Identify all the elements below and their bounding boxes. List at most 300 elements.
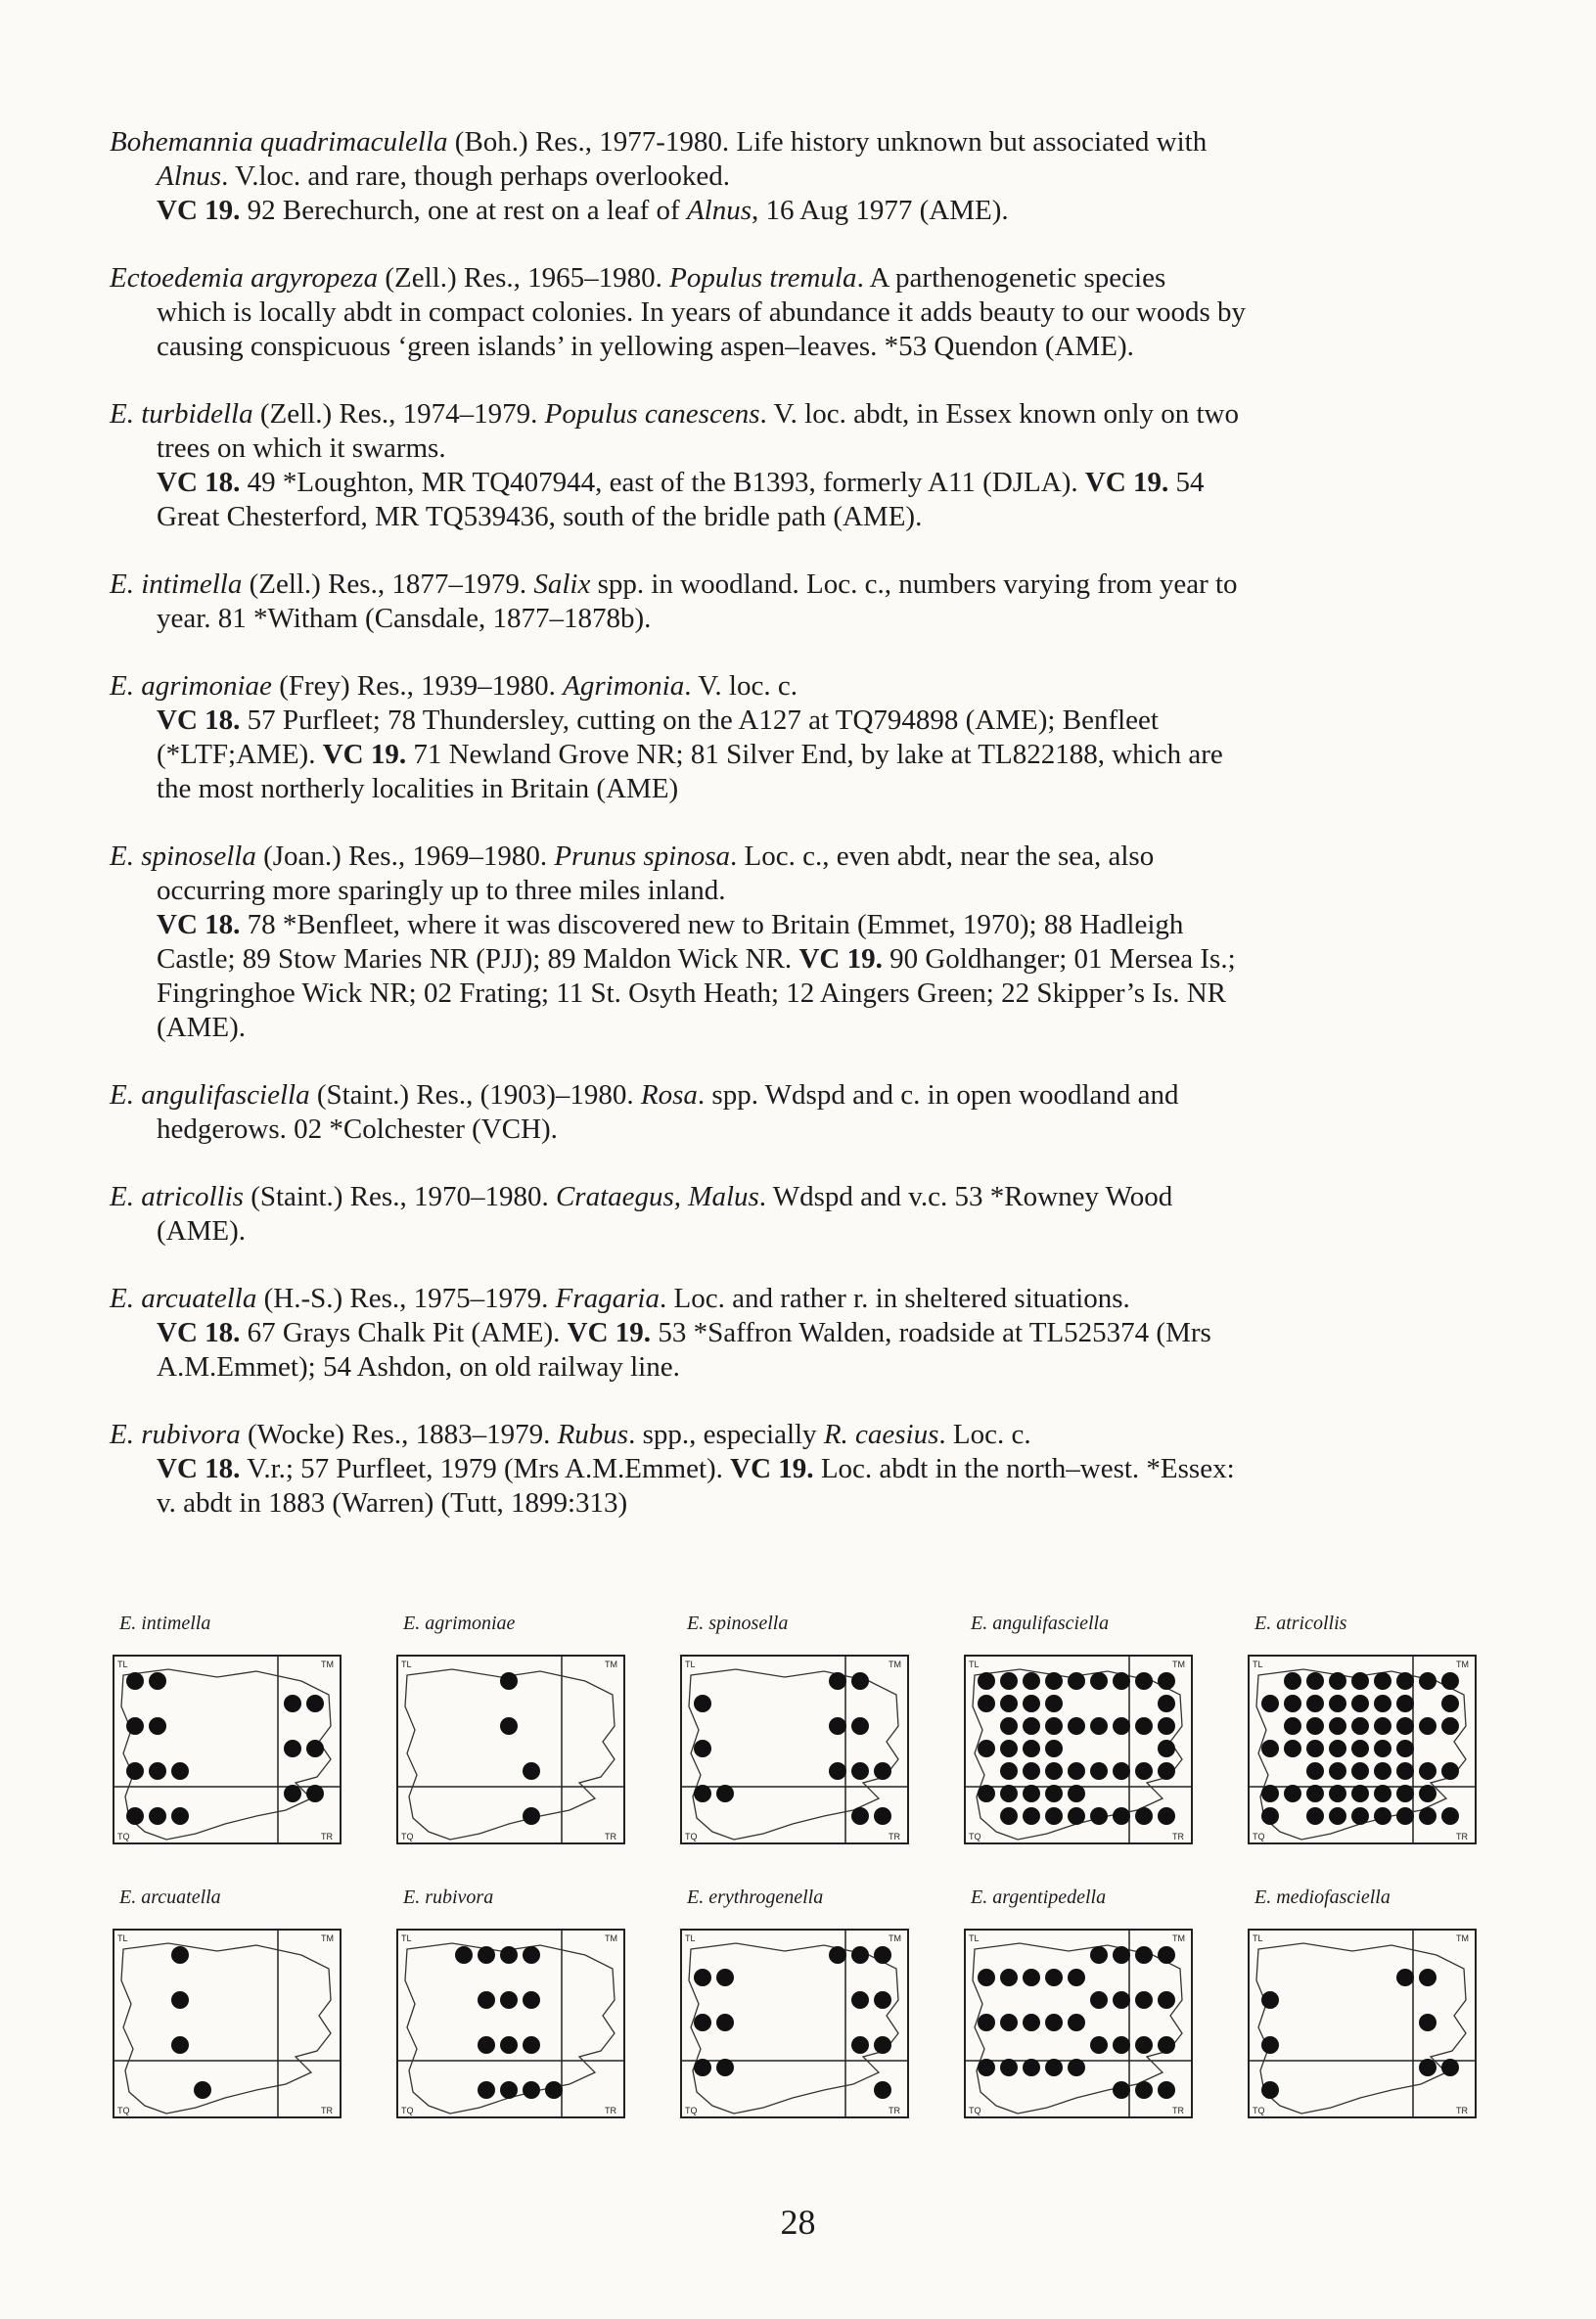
record-dot — [1113, 1717, 1130, 1735]
record-dot — [1135, 2036, 1153, 2054]
grid-square-label: TR — [1172, 2106, 1184, 2115]
record-dot — [851, 1717, 869, 1735]
record-dot — [1261, 1785, 1279, 1802]
record-dot — [149, 1807, 166, 1825]
record-dot — [1396, 1807, 1414, 1825]
species-name: E. atricollis — [110, 1181, 244, 1212]
record-dot — [1023, 1695, 1040, 1712]
record-dot — [1045, 1717, 1063, 1735]
record-dot — [1329, 1672, 1346, 1690]
record-dot — [1419, 1717, 1436, 1735]
record-dot — [1023, 1785, 1040, 1802]
entry-text: the most northerly localities in Britain (AME) — [157, 773, 679, 804]
entry-text: (Staint.) Res., 1970–1980. — [243, 1181, 556, 1212]
entry-ectoedemia-argyropeza — [110, 261, 1480, 364]
entry-text: Loc. abdt in the north–west. *Essex: — [813, 1453, 1235, 1484]
record-dot — [1158, 1991, 1175, 2009]
species-name: E. rubivora — [110, 1419, 241, 1450]
plant-name: Crataegus, Malus — [555, 1181, 759, 1212]
record-dot — [126, 1807, 144, 1825]
entry-text: . Wdspd and v.c. 53 *Rowney Wood — [758, 1181, 1173, 1212]
record-dot — [1000, 1785, 1018, 1802]
grid-square-label: TQ — [117, 1832, 130, 1842]
grid-square-label: TL — [401, 1660, 412, 1669]
entry-text: (Boh.) Res., 1977-1980. Life history unknown but associated with — [447, 126, 1208, 158]
record-dot — [1374, 1695, 1391, 1712]
page-number: 28 — [780, 2203, 816, 2242]
record-dot — [874, 1991, 891, 2009]
record-dot — [1396, 1695, 1414, 1712]
record-dot — [851, 1807, 869, 1825]
plant-name: R. caesius — [823, 1419, 939, 1450]
map-frame — [110, 1652, 344, 1847]
record-dot — [1045, 1969, 1063, 1986]
record-dot — [306, 1695, 324, 1712]
record-dot — [829, 1762, 846, 1780]
county-outline — [405, 1669, 615, 1840]
entry-text: trees on which it swarms. — [157, 432, 446, 464]
record-dot — [126, 1717, 144, 1735]
record-dot — [1306, 1695, 1324, 1712]
record-dot — [1113, 2081, 1130, 2099]
record-dot — [1396, 1969, 1414, 1986]
record-dot — [1135, 1807, 1153, 1825]
record-dot — [149, 1672, 166, 1690]
plant-name: Prunus spinosa — [554, 841, 730, 872]
record-dot — [716, 1785, 734, 1802]
record-dot — [500, 1991, 518, 2009]
grid-square-label: TL — [969, 1660, 980, 1669]
record-dot — [1068, 1785, 1085, 1802]
record-dot — [978, 1672, 995, 1690]
entry-e-arcuatella — [110, 1282, 1480, 1385]
record-dot — [1158, 1807, 1175, 1825]
record-dot — [1351, 1740, 1369, 1757]
entry-text: (Wocke) Res., 1883–1979. — [240, 1419, 558, 1450]
record-dot — [1068, 1969, 1085, 1986]
record-dot — [1419, 1807, 1436, 1825]
plant-name: Salix — [533, 568, 591, 600]
entry-text: (Frey) Res., 1939–1980. — [271, 670, 564, 702]
record-dot — [1374, 1717, 1391, 1735]
record-dot — [694, 2059, 711, 2076]
vice-county-label: VC 18. — [157, 909, 241, 940]
grid-square-label: TQ — [1253, 1832, 1265, 1842]
vice-county-label: VC 19. — [322, 739, 407, 770]
record-dot — [1374, 1762, 1391, 1780]
grid-square-label: TL — [117, 1660, 128, 1669]
map-title: E. spinosella — [687, 1613, 789, 1634]
record-dot — [829, 1672, 846, 1690]
record-dot — [1023, 1969, 1040, 1986]
record-dot — [1000, 1762, 1018, 1780]
record-dot — [1158, 1672, 1175, 1690]
record-dot — [1000, 2059, 1018, 2076]
entry-text: (Staint.) Res., (1903)–1980. — [309, 1079, 641, 1111]
record-dot — [1351, 1785, 1369, 1802]
distribution-map — [1245, 1887, 1480, 2141]
essex-map — [393, 1926, 628, 2121]
record-dot — [1090, 1762, 1108, 1780]
species-name: Bohemannia quadrimaculella — [110, 126, 448, 158]
entry-text: which is locally abdt in compact colonies. In years of abundance it adds beauty to our woods by — [157, 296, 1246, 328]
grid-square-label: TR — [605, 2106, 616, 2115]
record-dot — [1329, 1717, 1346, 1735]
record-dot — [1068, 2059, 1085, 2076]
map-title: E. rubivora — [403, 1887, 494, 1908]
record-dot — [171, 2036, 189, 2054]
record-dot — [171, 1807, 189, 1825]
record-dot — [1396, 1672, 1414, 1690]
record-dot — [1023, 2059, 1040, 2076]
record-dot — [1045, 2059, 1063, 2076]
grid-square-label: TM — [605, 1933, 617, 1943]
record-dot — [1284, 1785, 1301, 1802]
record-dot — [171, 1991, 189, 2009]
record-dot — [1045, 1672, 1063, 1690]
map-frame — [110, 1926, 344, 2121]
record-dot — [1441, 1807, 1459, 1825]
entry-text: . A parthenogenetic species — [856, 262, 1166, 294]
record-dot — [1419, 1672, 1436, 1690]
record-dot — [478, 1991, 495, 2009]
record-dot — [1329, 1807, 1346, 1825]
essex-map — [393, 1652, 628, 1847]
record-dot — [1113, 1762, 1130, 1780]
grid-square-label: TM — [1172, 1933, 1185, 1943]
vice-county-label: VC 18. — [157, 1453, 241, 1484]
grid-square-label: TL — [969, 1933, 980, 1943]
record-dot — [1023, 1807, 1040, 1825]
record-dot — [1374, 1740, 1391, 1757]
record-dot — [1351, 1807, 1369, 1825]
record-dot — [523, 1946, 540, 1964]
record-dot — [1045, 1785, 1063, 1802]
record-dot — [1419, 2059, 1436, 2076]
grid-square-label: TL — [1253, 1660, 1263, 1669]
record-dot — [1419, 1785, 1436, 1802]
map-title: E. mediofasciella — [1254, 1887, 1391, 1908]
essex-map — [1245, 1926, 1480, 2121]
entry-e-intimella — [110, 568, 1480, 636]
record-dot — [978, 1695, 995, 1712]
entry-text: 54 — [1168, 467, 1205, 498]
record-dot — [1306, 1740, 1324, 1757]
plant-name: Rosa — [640, 1079, 698, 1111]
record-dot — [716, 2014, 734, 2031]
record-dot — [1351, 1717, 1369, 1735]
essex-map — [1245, 1652, 1480, 1847]
record-dot — [1329, 1740, 1346, 1757]
plant-name: Rubus — [557, 1419, 629, 1450]
record-dot — [1158, 1946, 1175, 1964]
record-dot — [1158, 1695, 1175, 1712]
record-dot — [851, 1762, 869, 1780]
map-frame — [677, 1926, 912, 2121]
record-dot — [1306, 1807, 1324, 1825]
record-dot — [1396, 1785, 1414, 1802]
entry-text: (AME). — [157, 1012, 247, 1043]
entry-text: . V.loc. and rare, though perhaps overlooked. — [221, 160, 731, 192]
grid-square-label: TM — [1456, 1933, 1469, 1943]
record-dot — [1135, 1991, 1153, 2009]
plant-name: Agrimonia — [563, 670, 685, 702]
record-dot — [1023, 1717, 1040, 1735]
record-dot — [694, 1969, 711, 1986]
grid-square-label: TR — [1456, 1832, 1468, 1842]
record-dot — [1374, 1807, 1391, 1825]
record-dot — [500, 1717, 518, 1735]
grid-square-label: TQ — [117, 2106, 130, 2115]
grid-square-label: TM — [889, 1933, 901, 1943]
grid-square-label: TR — [605, 1832, 616, 1842]
vice-county-label: VC 18. — [157, 467, 241, 498]
record-dot — [978, 1969, 995, 1986]
record-dot — [284, 1695, 301, 1712]
record-dot — [716, 1969, 734, 1986]
record-dot — [1000, 1717, 1018, 1735]
record-dot — [1158, 2036, 1175, 2054]
record-dot — [1068, 1762, 1085, 1780]
vice-county-label: VC 19. — [1084, 467, 1169, 498]
entry-text: 53 *Saffron Walden, roadside at TL525374 (Mrs — [651, 1317, 1211, 1348]
record-dot — [1261, 2036, 1279, 2054]
record-dot — [829, 1946, 846, 1964]
record-dot — [1306, 1717, 1324, 1735]
distribution-map — [1245, 1613, 1480, 1867]
record-dot — [500, 1946, 518, 1964]
grid-square-label: TM — [321, 1933, 334, 1943]
entry-text: A.M.Emmet); 54 Ashdon, on old railway line. — [157, 1351, 680, 1383]
map-title: E. atricollis — [1254, 1613, 1347, 1634]
record-dot — [1441, 1717, 1459, 1735]
species-name: E. spinosella — [110, 841, 256, 872]
map-title: E. agrimoniae — [403, 1613, 516, 1634]
record-dot — [1135, 1946, 1153, 1964]
record-dot — [694, 1785, 711, 1802]
entry-text: . spp. Wdspd and c. in open woodland and — [697, 1079, 1179, 1111]
record-dot — [1261, 1695, 1279, 1712]
distribution-map — [393, 1887, 628, 2141]
grid-square-label: TL — [685, 1933, 696, 1943]
record-dot — [1351, 1695, 1369, 1712]
record-dot — [1045, 1762, 1063, 1780]
record-dot — [1135, 2081, 1153, 2099]
plant-name: Populus tremula — [669, 262, 857, 294]
essex-map — [961, 1652, 1196, 1847]
record-dot — [1441, 1695, 1459, 1712]
record-dot — [1135, 1762, 1153, 1780]
entry-text: . V. loc. abdt, in Essex known only on two — [759, 398, 1240, 430]
record-dot — [1090, 1717, 1108, 1735]
grid-square-label: TR — [889, 1832, 900, 1842]
distribution-map — [110, 1887, 344, 2141]
record-dot — [1113, 2036, 1130, 2054]
record-dot — [851, 1991, 869, 2009]
distribution-map — [961, 1613, 1196, 1867]
entry-text: . V. loc. c. — [684, 670, 798, 702]
entry-text: 57 Purfleet; 78 Thundersley, cutting on the A127 at TQ794898 (AME); Benfleet — [240, 705, 1159, 736]
map-frame — [677, 1652, 912, 1847]
essex-map — [110, 1652, 344, 1847]
record-dot — [545, 2081, 563, 2099]
record-dot — [284, 1740, 301, 1757]
record-dot — [1023, 1762, 1040, 1780]
record-dot — [500, 2081, 518, 2099]
record-dot — [194, 2081, 211, 2099]
vice-county-label: VC 18. — [157, 1317, 241, 1348]
grid-square-label: TM — [1456, 1660, 1469, 1669]
species-name: E. agrimoniae — [110, 670, 272, 702]
record-dot — [1113, 1946, 1130, 1964]
record-dot — [1113, 1807, 1130, 1825]
record-dot — [978, 2014, 995, 2031]
plant-name: Populus canescens — [544, 398, 760, 430]
vice-county-label: VC 19. — [798, 943, 883, 975]
grid-square-label: TR — [321, 2106, 333, 2115]
grid-square-label: TL — [117, 1933, 128, 1943]
record-dot — [1090, 1672, 1108, 1690]
entry-text: (*LTF;AME). — [157, 739, 323, 770]
record-dot — [284, 1785, 301, 1802]
record-dot — [1068, 1672, 1085, 1690]
grid-square-label: TQ — [1253, 2106, 1265, 2115]
record-dot — [1419, 2014, 1436, 2031]
record-dot — [1090, 1946, 1108, 1964]
record-dot — [478, 2036, 495, 2054]
record-dot — [1113, 1672, 1130, 1690]
record-dot — [1135, 1717, 1153, 1735]
entry-text: year. 81 *Witham (Cansdale, 1877–1878b). — [157, 603, 652, 634]
record-dot — [978, 2059, 995, 2076]
entry-text: causing conspicuous ‘green islands’ in yellowing aspen–leaves. *53 Quendon (AME). — [157, 331, 1134, 362]
record-dot — [1284, 1695, 1301, 1712]
entry-e-agrimoniae — [110, 669, 1480, 806]
plant-name: Fragaria — [555, 1283, 660, 1314]
record-dot — [874, 1807, 891, 1825]
grid-square-label: TQ — [401, 2106, 414, 2115]
record-dot — [1396, 1717, 1414, 1735]
record-dot — [874, 2081, 891, 2099]
grid-square-label: TM — [1172, 1660, 1185, 1669]
record-dot — [1261, 1740, 1279, 1757]
record-dot — [126, 1762, 144, 1780]
entry-text: Fingringhoe Wick NR; 02 Frating; 11 St. Osyth Heath; 12 Aingers Green; 22 Skipper’s Is. NR — [157, 978, 1226, 1009]
record-dot — [1419, 1762, 1436, 1780]
record-dot — [500, 1672, 518, 1690]
record-dot — [523, 1762, 540, 1780]
record-dot — [149, 1762, 166, 1780]
record-dot — [1000, 1969, 1018, 1986]
distribution-map — [393, 1613, 628, 1867]
county-outline — [121, 1943, 331, 2114]
record-dot — [829, 1717, 846, 1735]
record-dot — [1023, 1672, 1040, 1690]
entry-e-rubivora — [110, 1418, 1480, 1521]
entry-text: spp. in woodland. Loc. c., numbers varying from year to — [590, 568, 1238, 600]
record-dot — [1045, 1807, 1063, 1825]
distribution-map — [110, 1613, 344, 1867]
record-dot — [1419, 1969, 1436, 1986]
entry-text: 90 Goldhanger; 01 Mersea Is.; — [882, 943, 1236, 975]
entry-text: . Loc. c. — [938, 1419, 1031, 1450]
record-dot — [1000, 1695, 1018, 1712]
record-dot — [716, 2059, 734, 2076]
record-dot — [1261, 1991, 1279, 2009]
map-title: E. erythrogenella — [687, 1887, 824, 1908]
grid-square-label: TM — [889, 1660, 901, 1669]
record-dot — [455, 1946, 473, 1964]
grid-square-label: TR — [1172, 1832, 1184, 1842]
distribution-map — [961, 1887, 1196, 2141]
vice-county-label: VC 19. — [730, 1453, 814, 1484]
record-dot — [1113, 1991, 1130, 2009]
record-dot — [1374, 1672, 1391, 1690]
record-dot — [694, 2014, 711, 2031]
record-dot — [1158, 2081, 1175, 2099]
entry-e-turbidella — [110, 397, 1480, 534]
record-dot — [1306, 1785, 1324, 1802]
record-dot — [1090, 2036, 1108, 2054]
species-name: Ectoedemia argyropeza — [110, 262, 379, 294]
record-dot — [1068, 1717, 1085, 1735]
entry-text: hedgerows. 02 *Colchester (VCH). — [157, 1114, 558, 1145]
record-dot — [1329, 1785, 1346, 1802]
map-title: E. arcuatella — [119, 1887, 221, 1908]
record-dot — [478, 2081, 495, 2099]
record-dot — [1158, 1717, 1175, 1735]
record-dot — [306, 1740, 324, 1757]
grid-square-label: TQ — [969, 1832, 981, 1842]
record-dot — [1090, 1807, 1108, 1825]
entry-text: . Loc. and rather r. in sheltered situations. — [659, 1283, 1130, 1314]
entry-text: Castle; 89 Stow Maries NR (PJJ); 89 Maldon Wick NR. — [157, 943, 799, 975]
entry-text: 71 Newland Grove NR; 81 Silver End, by lake at TL822188, which are — [406, 739, 1223, 770]
entry-bohemannia-quadrimaculella — [110, 125, 1480, 228]
record-dot — [694, 1740, 711, 1757]
entry-text: . spp., especially — [628, 1419, 824, 1450]
entry-e-atricollis — [110, 1180, 1480, 1249]
vice-county-label: VC 19. — [567, 1317, 652, 1348]
record-dot — [1284, 1740, 1301, 1757]
map-title: E. argentipedella — [971, 1887, 1107, 1908]
record-dot — [978, 1785, 995, 1802]
entry-e-spinosella — [110, 840, 1480, 1045]
entry-text: Great Chesterford, MR TQ539436, south of the bridle path (AME). — [157, 501, 923, 532]
essex-map — [961, 1926, 1196, 2121]
entry-text: 92 Berechurch, one at rest on a leaf of — [240, 195, 687, 226]
record-dot — [694, 1695, 711, 1712]
record-dot — [171, 1762, 189, 1780]
record-dot — [1261, 2081, 1279, 2099]
entry-text: (Joan.) Res., 1969–1980. — [255, 841, 555, 872]
record-dot — [1284, 1717, 1301, 1735]
species-name: E. arcuatella — [110, 1283, 257, 1314]
record-dot — [1023, 1740, 1040, 1757]
record-dot — [1068, 2014, 1085, 2031]
record-dot — [1441, 1672, 1459, 1690]
record-dot — [1351, 1672, 1369, 1690]
record-dot — [1374, 1785, 1391, 1802]
record-dot — [1306, 1762, 1324, 1780]
record-dot — [149, 1717, 166, 1735]
entry-text: (Zell.) Res., 1974–1979. — [252, 398, 545, 430]
map-frame — [1245, 1926, 1480, 2121]
record-dot — [171, 1946, 189, 1964]
vice-county-label: VC 18. — [157, 705, 241, 736]
grid-square-label: TR — [889, 2106, 900, 2115]
entry-text: 78 *Benfleet, where it was discovered new to Britain (Emmet, 1970); 88 Hadleigh — [240, 909, 1184, 940]
